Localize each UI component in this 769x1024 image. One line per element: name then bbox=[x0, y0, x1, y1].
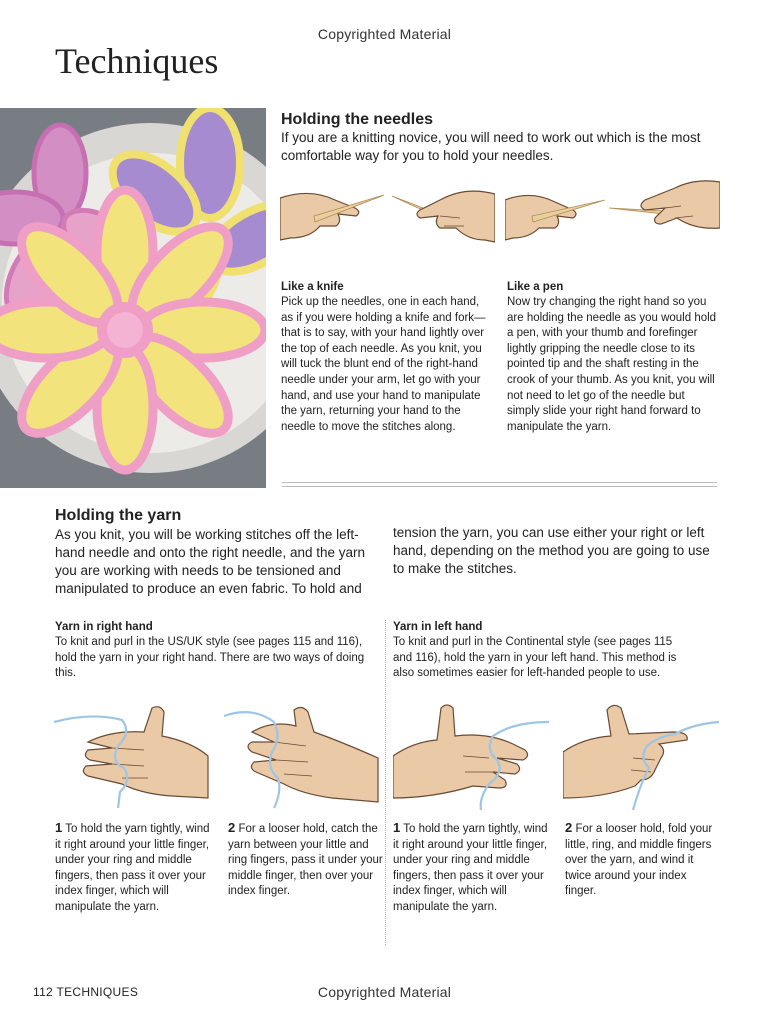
step-text: For a looser hold, fold your little, ring, and middle fingers over the yarn, and wind it twice around your index finger. bbox=[565, 823, 713, 898]
column-divider bbox=[385, 620, 386, 945]
left-hand-step-2 bbox=[565, 820, 720, 900]
page-number: 112 bbox=[33, 985, 54, 999]
page-title: Techniques bbox=[55, 41, 219, 81]
right-hand-step-1 bbox=[55, 820, 215, 916]
holding-needles-intro: If you are a knitting novice, you will need to work out which is the most comfortable way for you to hold your needles. bbox=[281, 130, 701, 163]
like-a-pen-title: Like a pen bbox=[507, 281, 564, 293]
like-a-pen-text: Now try changing the right hand so you are holding the needle as you would hold a pen, with your thumb and forefinger lightly gripping the needle close to its pointed tip and the shaft resting in the crook of your thumb. As you knit, you will not need to let go of the needle but simply slide your right hand forward to manipulate the yarn. bbox=[507, 296, 717, 433]
step-text: For a looser hold, catch the yarn between your little and ring fingers, pass it under your middle finger, then over your index finger. bbox=[228, 823, 383, 898]
header-copyright: Copyrighted Material bbox=[317, 26, 452, 42]
yarn-right-hand-title: Yarn in right hand bbox=[55, 621, 153, 633]
section-name: TECHNIQUES bbox=[56, 985, 139, 999]
yarn-left-hand-text: To knit and purl in the Continental style (see pages 115 and 116), hold the yarn in your left hand. This method is also sometimes easier for left-handed people to use. bbox=[393, 636, 677, 680]
section-divider bbox=[282, 482, 717, 487]
holding-yarn-intro-right: tension the yarn, you can use either your right or left hand, depending on the method you are going to use to make the stitches. bbox=[393, 525, 710, 576]
like-a-knife-text: Pick up the needles, one in each hand, as if you were holding a knife and fork—that is to say, with your hand lightly over the top of each needle. As you knit, you will tuck the blunt end of the right-hand needle under your arm, let go with your hand, and use your hand to manipulate the yarn, returning your hand to the needle to move the stitches along. bbox=[281, 296, 486, 433]
footer-copyright: Copyrighted Material bbox=[317, 984, 452, 1000]
step-text: To hold the yarn tightly, wind it right around your little finger, under your ring and middle fingers, then pass it over your index finger, which will manipulate the yarn. bbox=[393, 823, 548, 913]
right-hand-step-2 bbox=[228, 820, 383, 900]
pen-grip-illustration bbox=[505, 178, 720, 270]
yarn-left-hand-title: Yarn in left hand bbox=[393, 621, 483, 633]
holding-yarn-intro-left: As you knit, you will be working stitches off the left-hand needle and onto the right needle, and the yarn you are working with needs to be tensioned and manipulated to produce an even fabric. To hold and bbox=[55, 527, 365, 596]
right-hand-loose-hold-illustration bbox=[222, 702, 380, 810]
crochet-flowers-photo bbox=[0, 108, 266, 488]
step-number: 1 bbox=[393, 820, 401, 835]
step-number: 1 bbox=[55, 820, 63, 835]
left-hand-loose-hold-illustration bbox=[563, 702, 721, 810]
step-number: 2 bbox=[565, 820, 573, 835]
yarn-right-hand-text: To knit and purl in the US/UK style (see pages 115 and 116), hold the yarn in your right hand. There are two ways of doing this. bbox=[55, 636, 365, 680]
step-text: To hold the yarn tightly, wind it right around your little finger, under your ring and middle fingers, then pass it over your index finger, which will manipulate the yarn. bbox=[55, 823, 210, 913]
right-hand-tight-hold-illustration bbox=[52, 702, 210, 810]
left-hand-tight-hold-illustration bbox=[393, 702, 551, 810]
step-number: 2 bbox=[228, 820, 236, 835]
left-hand-step-1 bbox=[393, 820, 553, 916]
knife-grip-illustration bbox=[280, 178, 495, 270]
like-a-knife-title: Like a knife bbox=[281, 281, 344, 293]
section-title-holding-needles: Holding the needles bbox=[281, 111, 434, 128]
section-title-holding-yarn: Holding the yarn bbox=[55, 507, 182, 524]
